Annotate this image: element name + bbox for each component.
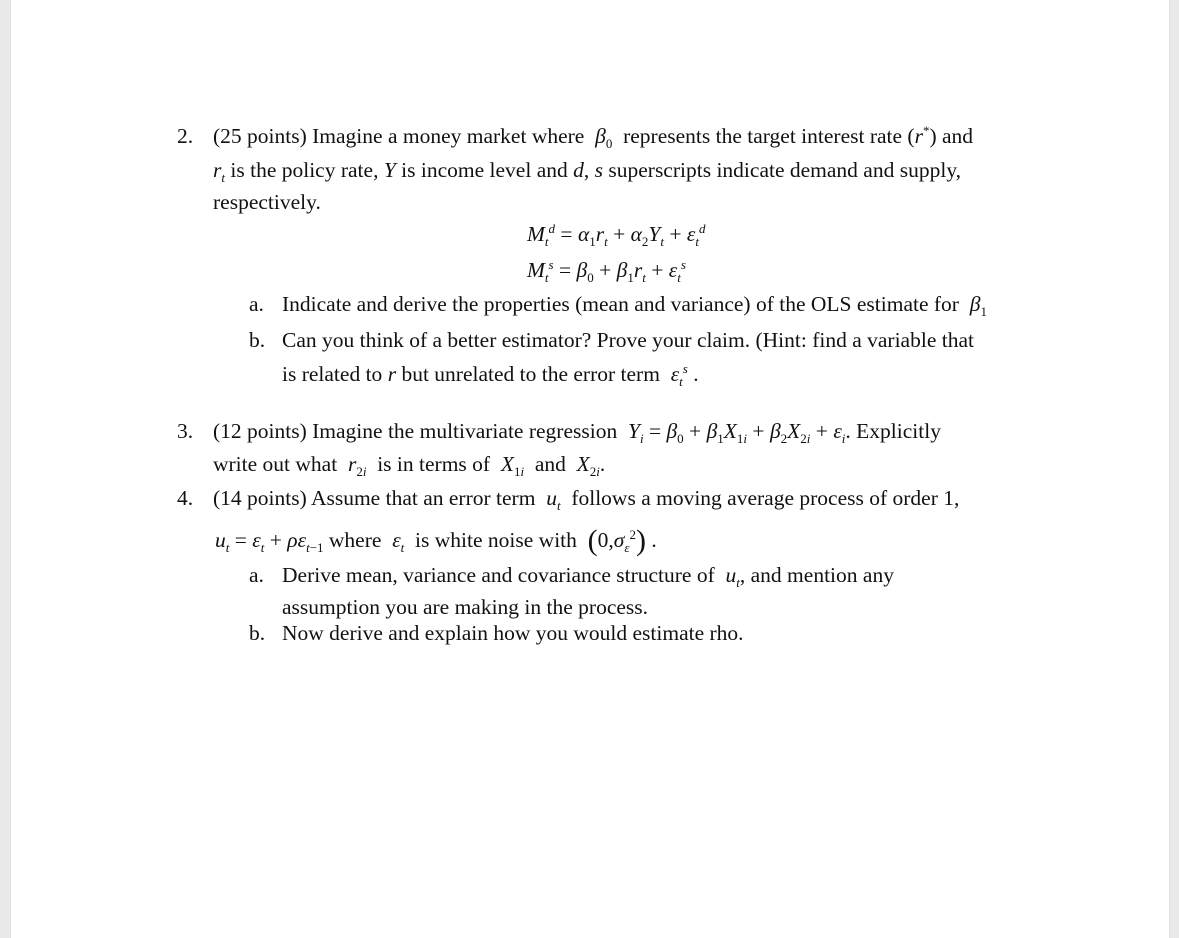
q3-line2-text-c: and — [534, 452, 566, 476]
beta0-symbol: $\beta_0$ — [589, 124, 613, 151]
q2-number: 2. — [177, 124, 194, 148]
epsilon-ts-symbol: $\varepsilon_t^s$ — [665, 361, 688, 389]
q2a-letter: a. — [249, 292, 264, 316]
q2b-text-line-1: Can you think of a better estimator? Prove your claim. (Hint: find a variable that — [282, 328, 974, 352]
q4-line2-text-a: where — [328, 528, 382, 552]
q2b-letter: b. — [249, 328, 266, 352]
q4-line2-text-b: is white noise with — [415, 528, 577, 552]
q2-line1-text-b: represents the target interest rate ( — [623, 124, 915, 148]
x2i-symbol: $X_{2i}$ — [571, 452, 600, 479]
q4-line1-text-b: follows a moving average process of order 1, — [571, 486, 960, 510]
regression-equation: $Y_i = \beta_0 + \beta_1X_{1i} + \beta_2X_{2i} + \varepsilon_i$ — [622, 419, 846, 446]
q4a-text1-a: Derive mean, variance and covariance structure of — [282, 563, 715, 587]
q3-line2-text-b: is in terms of — [377, 452, 491, 476]
r-star-symbol: r* — [914, 123, 930, 148]
r-symbol: r — [387, 362, 397, 386]
q3-line2-text-a: write out what — [213, 452, 338, 476]
y-symbol: Y — [383, 158, 396, 182]
q4a-text-line-2: assumption you are making in the process. — [282, 595, 649, 619]
q2a-text — [282, 292, 987, 319]
q2-line2-text-b: is income level and — [401, 158, 568, 182]
q2-line-2 — [213, 158, 962, 185]
q2-line-1 — [213, 123, 974, 151]
q4-number: 4. — [177, 486, 194, 510]
q2-line1-text-c: ) and — [929, 124, 974, 148]
q2b-text2-a: is related to — [282, 362, 383, 386]
document-page — [10, 0, 1170, 938]
q3-line-2: write out what $r_{2i}$ is in terms of $X_{1i}$ and $X_{2i}$. — [213, 452, 606, 479]
ut-symbol: $u_t$ — [540, 486, 561, 513]
rt-symbol: $r_t$ — [213, 158, 225, 185]
q4a-text1-b: , and mention any — [739, 563, 894, 587]
white-noise-params: $(0,\sigma_\varepsilon^2)$ — [587, 524, 646, 557]
money-demand-equation: $M_t^d = \alpha_1r_t + \alpha_2Y_t + \varepsilon_t^d$ — [527, 221, 706, 249]
x1i-symbol: $X_{1i}$ — [495, 452, 525, 479]
q2-line2-text-c: superscripts indicate demand and supply, — [608, 158, 962, 182]
q2-line-3: respectively. — [213, 190, 321, 214]
q2b-text2-b: but unrelated to the error term — [401, 362, 660, 386]
q2-line1-text-a: (25 points) Imagine a money market where — [213, 124, 585, 148]
q4-line-1 — [213, 486, 960, 513]
q4b-letter: b. — [249, 621, 266, 645]
d-s-symbols: d, s — [573, 158, 603, 182]
q3-number: 3. — [177, 419, 194, 443]
q2b-text-line-2: is related to r but unrelated to the error term $\varepsilon_t^s$ . — [282, 361, 699, 389]
q2-line2-text-a: is the policy rate, — [230, 158, 379, 182]
money-supply-equation: $M_t^s = \beta_0 + \beta_1r_t + \varepsilon_t^s$ — [527, 257, 686, 285]
q4a-letter: a. — [249, 563, 264, 587]
q4-line1-text-a: (14 points) Assume that an error term — [213, 486, 536, 510]
q4a-text-line-1 — [282, 563, 894, 590]
epsilon-t-symbol: $\varepsilon_t$ — [386, 528, 405, 555]
ma-equation: $u_t = \varepsilon_t + \rho\varepsilon_{t-1}$ — [215, 528, 324, 555]
ut-symbol-2: $u_t$ — [720, 563, 740, 590]
r2i-symbol: $r_{2i}$ — [342, 452, 367, 479]
q4-line-2: $u_t = \varepsilon_t + \rho\varepsilon_{t-1}$ where $\varepsilon_t$ is white noise with $(0,\sigma_\varepsilon^2)$ . — [215, 524, 657, 557]
q3-line-1 — [213, 419, 941, 446]
beta1-symbol: $\beta_1$ — [964, 292, 987, 319]
q3-line1-text-b: . Explicitly — [845, 419, 941, 443]
q4b-text: Now derive and explain how you would estimate rho. — [282, 621, 744, 645]
q2a-text-main: Indicate and derive the properties (mean and variance) of the OLS estimate for — [282, 292, 959, 316]
q3-line1-text-a: (12 points) Imagine the multivariate regression — [213, 419, 618, 443]
